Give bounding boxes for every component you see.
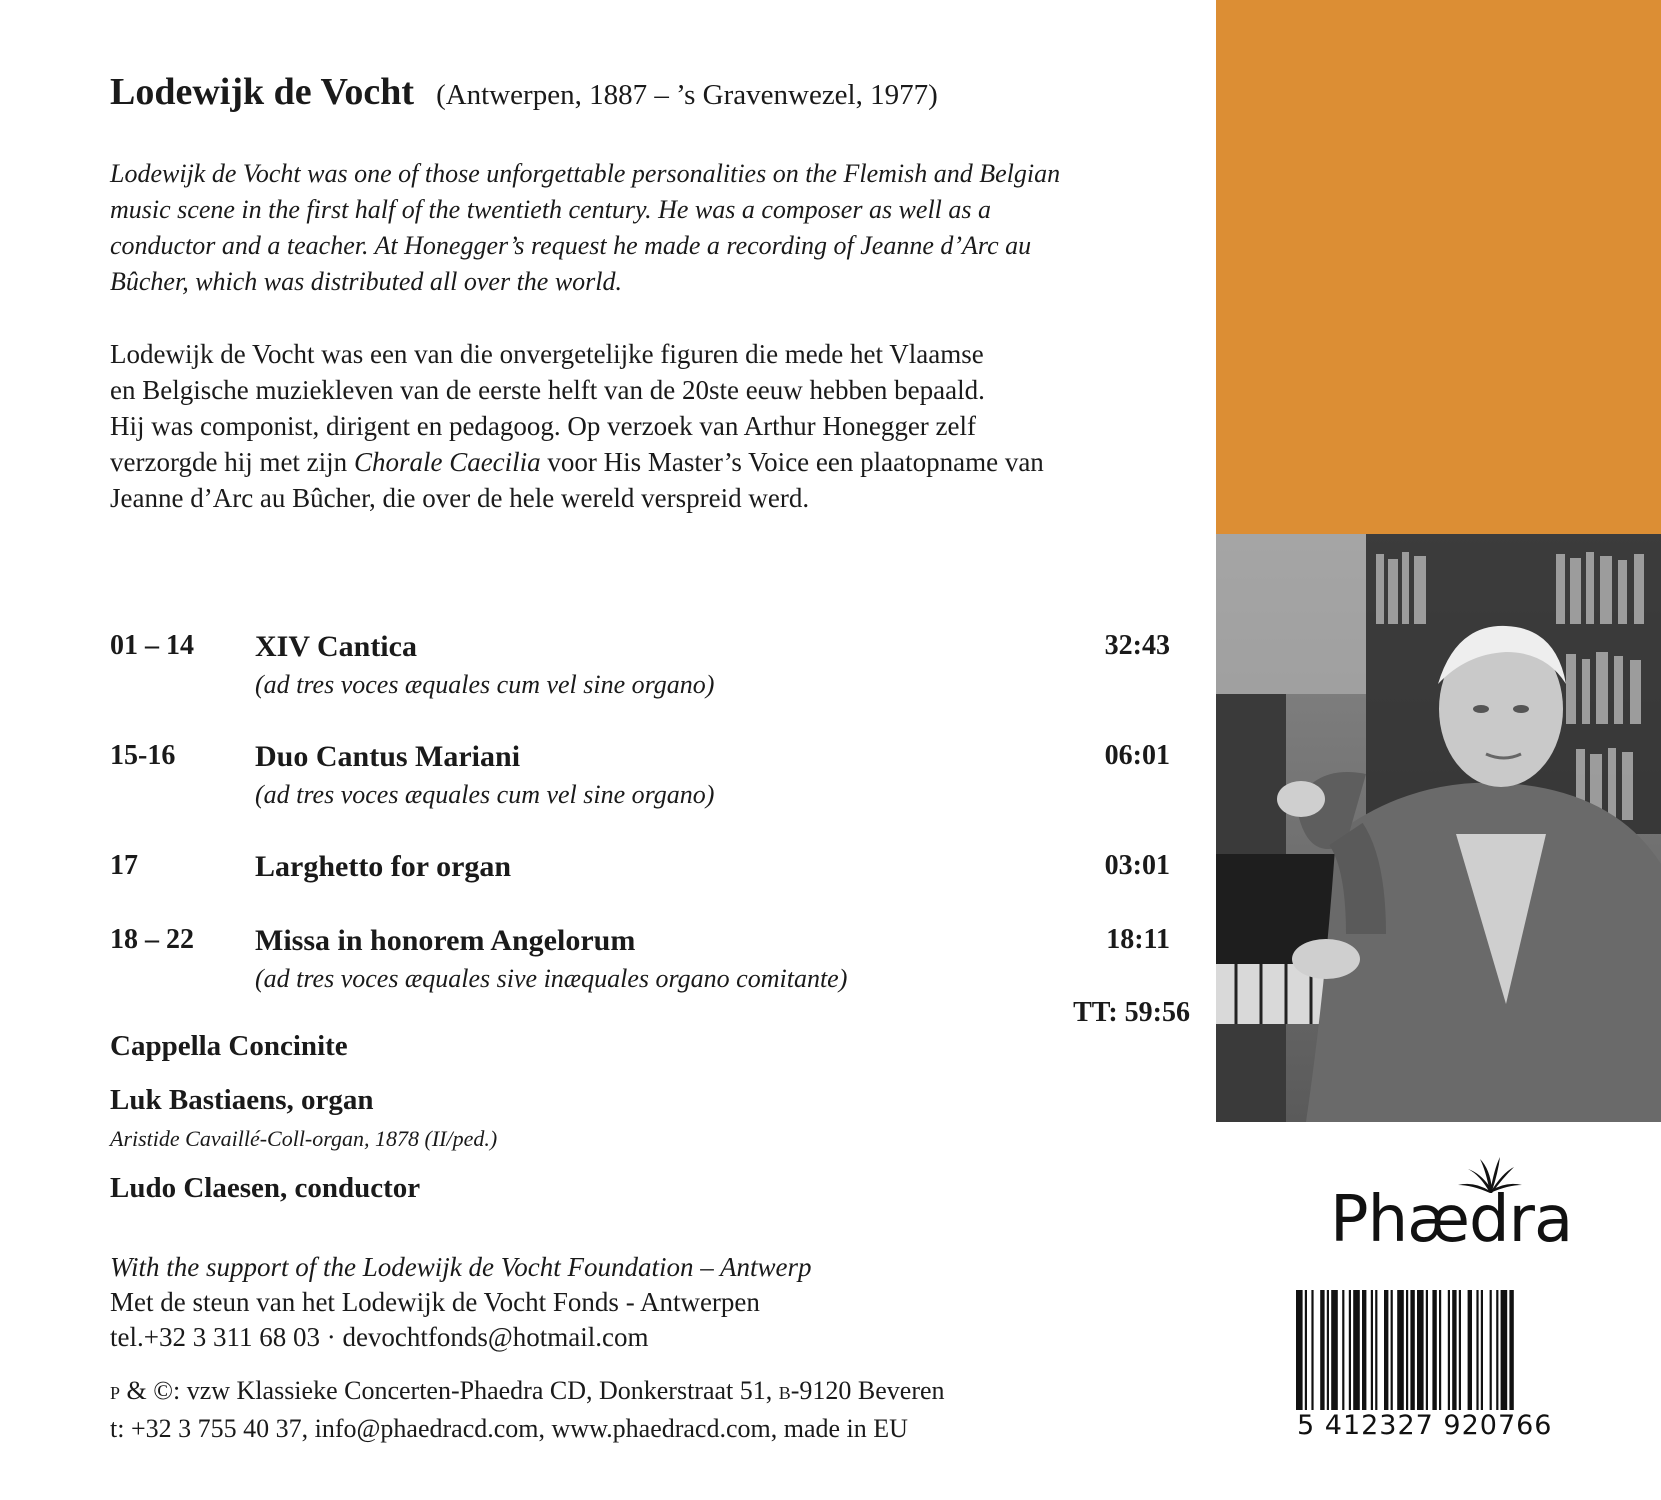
barcode-bar — [1468, 1290, 1472, 1410]
barcode-bar — [1476, 1290, 1478, 1410]
barcode-bar — [1501, 1290, 1508, 1410]
legal-line-2: t: +32 3 755 40 37, info@phaedracd.com, www.phaedracd.com, made in EU — [110, 1414, 908, 1443]
barcode-bar — [1371, 1290, 1373, 1410]
phonogram-mark: P — [110, 1383, 121, 1403]
intro-nl-text: verzorgde hij met zijn — [110, 447, 354, 477]
barcode-bar — [1481, 1290, 1483, 1410]
choir-name: Cappella Concinite — [110, 1030, 348, 1062]
barcode-bar — [1311, 1290, 1313, 1410]
logo-text: Phædra — [1330, 1183, 1573, 1257]
legal-block — [110, 1373, 945, 1446]
track-title: Larghetto for organ — [255, 850, 512, 883]
conductor-name: Ludo Claesen, conductor — [110, 1172, 421, 1204]
composer-photo-illustration — [1216, 534, 1661, 1122]
barcode-bar — [1391, 1290, 1393, 1410]
support-english: With the support of the Lodewijk de Vocht Foundation – Antwerp — [110, 1252, 812, 1282]
barcode-bar — [1432, 1290, 1436, 1410]
track-duration: 06:01 — [1104, 740, 1170, 771]
composer-name: Lodewijk de Vocht — [110, 71, 415, 113]
barcode-bar — [1353, 1290, 1360, 1410]
barcode-bar — [1417, 1290, 1424, 1410]
composer-photo — [1216, 534, 1661, 1122]
barcode-bar — [1448, 1290, 1450, 1410]
barcode-bar — [1342, 1290, 1344, 1410]
barcode-bar — [1375, 1290, 1377, 1410]
support-dutch: Met de steun van het Lodewijk de Vocht Fonds - Antwerpen — [110, 1287, 760, 1317]
barcode-bar — [1426, 1290, 1428, 1410]
barcode-bar — [1331, 1290, 1338, 1410]
intro-dutch — [110, 336, 1200, 516]
barcode-digits: 5 412327 920766 — [1297, 1410, 1553, 1441]
booklet-text-column — [110, 70, 1190, 1443]
intro-nl-text: voor His Master’s Voice een plaatopname van — [540, 447, 1044, 477]
track-title: Duo Cantus Mariani — [255, 740, 521, 773]
track-title: Missa in honorem Angelorum — [255, 924, 636, 957]
organ-note: Aristide Cavaillé-Coll-organ, 1878 (II/ped.) — [110, 1126, 498, 1151]
barcode-bar — [1349, 1290, 1351, 1410]
phaedra-logo — [1330, 1165, 1600, 1255]
track-number: 18 – 22 — [110, 924, 194, 955]
track-subtitle: (ad tres voces æquales sive inæquales organo comitante) — [255, 964, 848, 993]
track-duration: 18:11 — [1106, 924, 1170, 955]
barcode-bar — [1327, 1290, 1329, 1410]
track-duration: 32:43 — [1104, 630, 1170, 661]
total-time: TT: 59:56 — [1073, 997, 1190, 1028]
intro-en-line: music scene in the first half of the twentieth century. He was a composer as well as a — [110, 195, 992, 224]
barcode-bar — [1496, 1290, 1498, 1410]
organist-name: Luk Bastiaens, organ — [110, 1084, 374, 1116]
track-number: 17 — [110, 850, 138, 881]
barcode-bar — [1406, 1290, 1408, 1410]
intro-nl-line — [110, 444, 1200, 480]
barcode-bar — [1452, 1290, 1456, 1410]
legal-line-1 — [110, 1373, 945, 1411]
legal-text: -9120 Beveren — [790, 1376, 945, 1405]
track-subtitle: (ad tres voces æquales cum vel sine organo) — [255, 670, 715, 699]
barcode-bar — [1305, 1290, 1307, 1410]
composer-dates: (Antwerpen, 1887 – ’s Gravenwezel, 1977) — [436, 79, 938, 111]
barcode-bar — [1384, 1290, 1388, 1410]
intro-en-line: conductor and a teacher. At Honegger’s request he made a recording of Jeanne d’Arc au — [110, 231, 1032, 260]
barcode-bar — [1362, 1290, 1366, 1410]
track-title: XIV Cantica — [255, 630, 417, 663]
barcode-bar — [1320, 1290, 1324, 1410]
track-number: 01 – 14 — [110, 630, 194, 661]
intro-en-line: Lodewijk de Vocht was one of those unforgettable personalities on the Flemish and Belgian — [110, 159, 1061, 188]
track-subtitle: (ad tres voces æquales cum vel sine organo) — [255, 780, 715, 809]
barcode-bar — [1490, 1290, 1492, 1410]
intro-en-line: Bûcher, which was distributed all over the world. — [110, 267, 623, 296]
choir-name-emphasis: Chorale Caecilia — [353, 447, 541, 477]
orange-panel — [1216, 0, 1661, 534]
support-block — [110, 1250, 811, 1355]
intro-nl-line: en Belgische muziekleven van de eerste helft van de 20ste eeuw hebben bepaald. — [110, 375, 985, 405]
country-code: B — [778, 1383, 791, 1403]
barcode-bar — [1397, 1290, 1404, 1410]
barcode-bar — [1410, 1290, 1414, 1410]
track-number: 15-16 — [110, 740, 176, 771]
intro-nl-line: Lodewijk de Vocht was een van die onvergetelijke figuren die mede het Vlaamse — [110, 339, 984, 369]
intro-nl-line: Hij was componist, dirigent en pedagoog. Op verzoek van Arthur Honegger zelf — [110, 411, 977, 441]
legal-text: & ©: vzw Klassieke Concerten-Phaedra CD, Donkerstraat 51, — [120, 1376, 779, 1405]
intro-english — [110, 156, 1200, 300]
header — [110, 70, 1190, 114]
barcode-bar — [1439, 1290, 1441, 1410]
barcode-bar — [1296, 1290, 1303, 1410]
support-contact: tel.+32 3 311 68 03 · devochtfonds@hotmail.com — [110, 1322, 649, 1352]
barcode-bar — [1509, 1290, 1513, 1410]
barcode-bars — [1296, 1290, 1596, 1410]
track-duration: 03:01 — [1104, 850, 1170, 881]
intro-nl-line: Jeanne d’Arc au Bûcher, die over de hele wereld verspreid werd. — [110, 483, 810, 513]
barcode-bar — [1459, 1290, 1461, 1410]
